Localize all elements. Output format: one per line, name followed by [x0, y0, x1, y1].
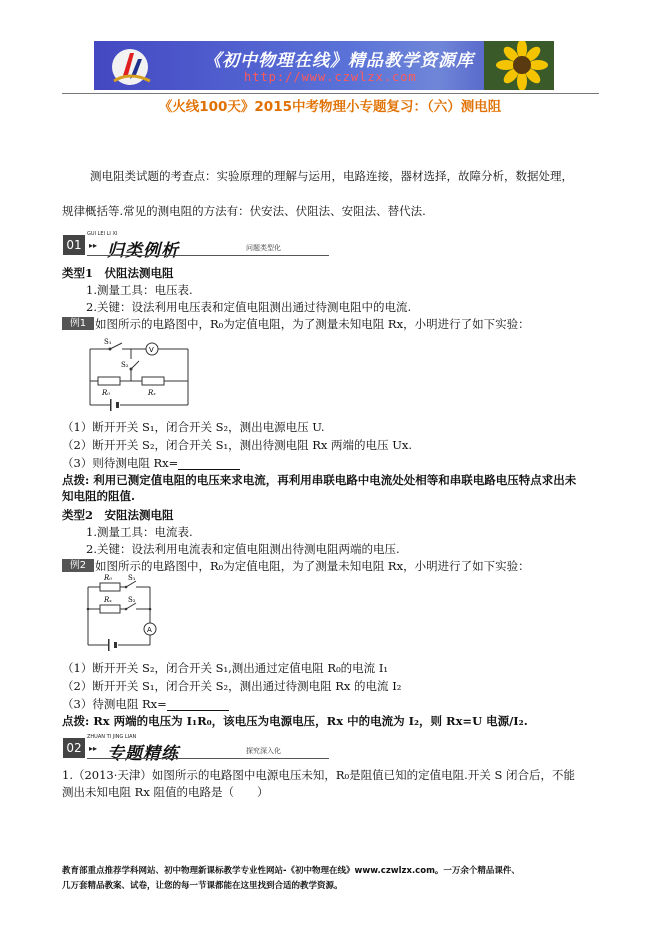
circuit2-r0: R₀ — [104, 574, 113, 582]
question-1-line-2: 测出未知电阻 Rx 阻值的电路是（ ） — [62, 785, 269, 799]
double-arrow-icon: ▸▸ — [89, 744, 98, 753]
type2-item-2: 2.关键：设法利用电流表和定值电阻测出待测电阻两端的电压. — [86, 542, 400, 556]
intro-line-1: 测电阻类试题的考查点：实验原理的理解与运用，电路连接，器材选择，故障分析，数据处理， — [90, 169, 573, 183]
section-number: 01 — [63, 235, 85, 255]
type2-step-1: （1）断开开关 S₂，闭合开关 S₁,测出通过定值电阻 R₀的电流 I₁ — [62, 661, 388, 675]
example-tag-label: 例2 — [69, 560, 87, 571]
section-header-practice — [63, 734, 329, 764]
circuit1-s2: S₂ — [121, 361, 129, 369]
section-pinyin: GUI LEI LI XI — [87, 231, 118, 237]
circuit1-r0: R₀ — [102, 389, 111, 397]
section-header-examples — [63, 231, 329, 261]
type1-step-1: （1）断开开关 S₁，闭合开关 S₂，测出电源电压 U. — [62, 420, 325, 434]
section-title: 专题精练 — [107, 744, 179, 764]
type1-tip-line-1: 点拨: 利用已测定值电阻的电压来求电流，再利用串联电路中电流处处相等和串联电路电压特点求出未 — [62, 473, 577, 487]
answer-blank — [167, 699, 229, 711]
type2-step-3-text: （3）待测电阻 Rx= — [62, 697, 167, 711]
circuit2-rx: Rₓ — [104, 596, 112, 604]
example1-tag — [62, 317, 94, 330]
document-title: 《火线100天》2015中考物理小专题复习：（六）测电阻 — [158, 99, 502, 115]
type2-heading: 类型2 安阻法测电阻 — [62, 508, 174, 522]
type2-item-1: 1.测量工具：电流表. — [86, 525, 193, 539]
voltmeter-icon: V — [149, 346, 154, 354]
example2-tag — [62, 559, 94, 572]
type1-item-2: 2.关键：设法利用电压表和定值电阻测出通过待测电阻中的电流. — [86, 300, 412, 314]
ammeter-icon: A — [147, 626, 152, 634]
circuit2-s2: S₂ — [128, 596, 136, 604]
example1-text: 如图所示的电路图中，R₀为定值电阻，为了测量未知电阻 Rx，小明进行了如下实验： — [95, 317, 530, 331]
circuit-diagram-2 — [60, 573, 180, 653]
section-rule — [87, 758, 329, 759]
footer-line-1: 教育部重点推荐学科网站、初中物理新课标教学专业性网站-《初中物理在线》www.czwlzx.com。一万余个精品课件、 — [62, 866, 520, 876]
example2-text: 如图所示的电路图中，R₀为定值电阻，为了测量未知电阻 Rx，小明进行了如下实验： — [95, 559, 530, 573]
intro-line-2: 规律概括等.常见的测电阻的方法有：伏安法、伏阻法、安阻法、替代法. — [62, 204, 426, 218]
circuit1-s1: S₁ — [104, 338, 112, 346]
type2-tip: 点拨: Rx 两端的电压为 I₁R₀，该电压为电源电压，Rx 中的电流为 I₂，则 Rx=U 电源/I₂. — [62, 714, 528, 728]
type1-tip-line-2: 知电阻的阻值. — [62, 489, 136, 503]
type1-step-2: （2）断开开关 S₂，闭合开关 S₁，测出待测电阻 Rx 两端的电压 Ux. — [62, 438, 413, 452]
circuit2-s1: S₁ — [128, 574, 136, 582]
site-logo-icon — [100, 45, 172, 87]
section-title: 归类例析 — [107, 241, 179, 261]
question-1-line-1: 1.（2013·天津）如图所示的电路图中电源电压未知，R₀是阻值已知的定值电阻.开关 S 闭合后，不能 — [62, 768, 576, 782]
section-number: 02 — [63, 738, 85, 758]
example-tag-label: 例1 — [69, 318, 87, 329]
type1-step-3-text: （3）则待测电阻 Rx= — [62, 456, 179, 470]
answer-blank — [178, 458, 240, 470]
banner-title: 《初中物理在线》精品教学资源库 — [204, 51, 474, 71]
section-subtitle: 探究深入化 — [246, 747, 281, 755]
header-divider — [62, 93, 599, 94]
sunflower-image-icon — [484, 41, 554, 90]
type1-heading: 类型1 伏阻法测电阻 — [62, 266, 174, 280]
type2-step-3 — [62, 697, 229, 711]
circuit-diagram-1 — [60, 333, 205, 413]
section-pinyin: ZHUAN TI JING LIAN — [87, 734, 137, 740]
header-banner — [94, 41, 554, 90]
double-arrow-icon: ▸▸ — [89, 241, 98, 250]
section-subtitle: 问题类型化 — [246, 244, 281, 252]
circuit1-rx: Rₓ — [148, 389, 156, 397]
type1-item-1: 1.测量工具：电压表. — [86, 283, 193, 297]
footer-line-2: 几万套精品教案、试卷，让您的每一节课都能在这里找到合适的教学资源。 — [62, 881, 343, 891]
type1-step-3 — [62, 456, 240, 470]
type2-step-2: （2）断开开关 S₁，闭合开关 S₂，测出通过待测电阻 Rx 的电流 I₂ — [62, 679, 402, 693]
section-rule — [87, 255, 329, 256]
banner-url[interactable]: http://www.czwlzx.com — [244, 70, 417, 84]
